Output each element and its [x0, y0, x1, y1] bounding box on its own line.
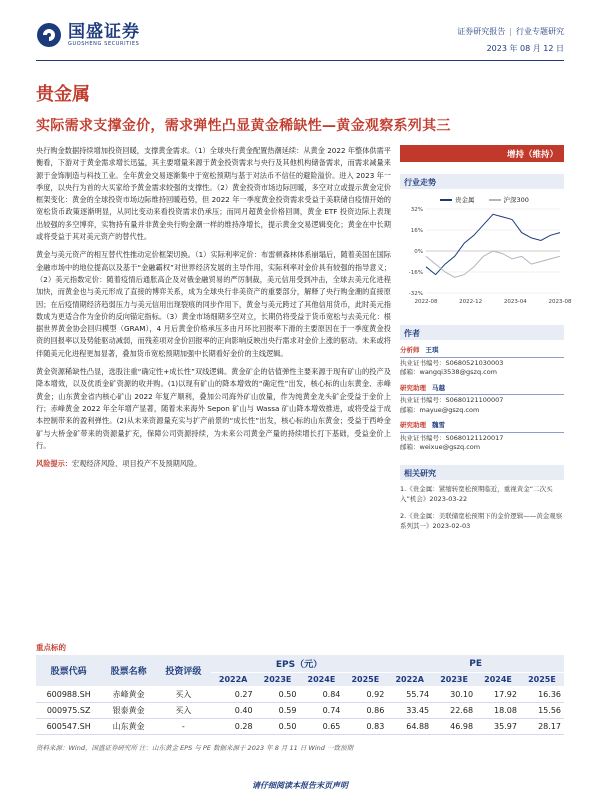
analysts-section-title: 作者 — [400, 325, 564, 340]
stock-code: 600547.SH — [36, 719, 101, 735]
pe-cell: 15.56 — [520, 703, 564, 719]
pe-cell: 16.36 — [520, 687, 564, 703]
analyst-entry — [400, 346, 564, 378]
table-row — [36, 687, 564, 703]
analyst-email: 邮箱：mayue@gszq.com — [400, 405, 480, 414]
rating-badge: 增持（维持） — [400, 145, 564, 162]
analyst-role: 分析师 — [400, 346, 420, 354]
stock-code: 600988.SH — [36, 687, 101, 703]
x-tick-label: 2022-12 — [459, 299, 483, 305]
x-tick-label: 2023-08 — [548, 299, 572, 305]
risk-label: 风险提示： — [36, 459, 72, 469]
eps-cell: 0.50 — [256, 687, 300, 703]
pe-cell: 28.17 — [520, 719, 564, 735]
analyst-cert: 执业证书编号：S0680521030003 — [400, 358, 504, 367]
summary-paragraph: 黄金资源稀缺性凸显，选股注重“确定性+成长性”双线逻辑。黄金矿企的估值弹性主要来源于现有矿山的投产及降本增效，以及优质金矿资源的收并购。(1)以现有矿山的降本增效的“确定性”出发，核心标的山东黄金、赤峰黄金；山东黄金省内核心矿山 2022 年复产顺利，叠加公司海外矿山放量，作为纯黄金龙头矿企受益于金价上行；赤峰黄金 2022 年全年增产显著，随着未来海外 Sepon 矿山与 Wassa 矿山降本增效推进，或将受益于成本控制带来的盈利弹性。(2)从未来资源量充实与扩产前景的“成长性”出发，核心标的山东黄金；受益于西岭金矿与大桥金矿带来的资源量扩充，保障公司资源持续，为未来公司黄金产量的持续增长打下基础，受益金价上行。 — [36, 367, 391, 450]
stock-code: 000975.SZ — [36, 703, 101, 719]
stock-name: 赤峰黄金 — [101, 687, 156, 703]
legend-swatch — [440, 199, 452, 201]
y-tick-label: 0% — [414, 249, 423, 255]
eps-cell: 0.92 — [343, 687, 387, 703]
logo-icon — [36, 22, 62, 48]
analyst-list — [400, 346, 564, 453]
analyst-cert: 执业证书编号：S0680121100007 — [400, 396, 504, 404]
y-tick-label: 16% — [410, 228, 423, 234]
chart-legend — [440, 195, 529, 204]
pe-cell: 64.88 — [387, 719, 432, 735]
related-research-link[interactable]: 1.《贵金属：紧缩转宽松预期临近，重视黄金“二次买入”机会》2023-03-22 — [400, 484, 553, 503]
table-row — [36, 719, 564, 735]
stock-name: 山东黄金 — [101, 719, 156, 735]
col-header-code: 股票代码 — [36, 655, 101, 687]
col-header-eps: EPS（元） — [211, 655, 388, 673]
col-header-year: 2024E — [299, 673, 343, 687]
col-header-year: 2023E — [256, 673, 300, 687]
pe-cell: 18.08 — [476, 703, 520, 719]
pe-cell: 22.68 — [432, 703, 476, 719]
analyst-name: 王琪 — [425, 346, 439, 354]
eps-cell: 0.59 — [256, 703, 300, 719]
trend-chart — [400, 195, 572, 313]
report-type: 证券研究报告 — [457, 27, 506, 36]
legend-item — [489, 195, 529, 204]
logo-name-cn: 国盛证券 — [68, 21, 140, 42]
col-header-name: 股票名称 — [101, 655, 156, 687]
pe-cell: 46.98 — [432, 719, 476, 735]
company-logo — [36, 22, 140, 48]
eps-cell: 0.50 — [256, 719, 300, 735]
legend-label: 贵金属 — [455, 196, 475, 204]
col-header-year: 2022A — [387, 673, 432, 687]
eps-cell: 0.40 — [211, 703, 256, 719]
trend-section-title: 行业走势 — [400, 174, 564, 189]
pe-cell: 30.10 — [432, 687, 476, 703]
industry-category: 贵金属 — [36, 84, 90, 105]
risk-warning — [36, 458, 391, 470]
analyst-role: 研究助理 — [400, 383, 426, 392]
legend-item — [440, 195, 475, 204]
series-line — [426, 214, 560, 274]
pe-cell: 17.92 — [476, 687, 520, 703]
risk-text: 宏观经济风险、项目投产不及预期风险。 — [71, 459, 202, 469]
analyst-email: 邮箱：weixue@gszq.com — [400, 443, 481, 451]
legend-label: 沪深300 — [503, 196, 529, 204]
related-research-list — [400, 484, 564, 532]
eps-cell: 0.86 — [343, 703, 387, 719]
summary-paragraph: 央行购金数据持续增加投资回暖，支撑黄金需求。（1）全球央行黄金配置热潮延续：从黄金 2022 年整体供需平衡看，下游对于黄金需求增长迅猛，其主要增量来源于黄金投资需求与央行及其他机构储备需求，而需求减量来源于金饰制造与科技工业。全年黄金交易逐渐集中于宽松预期与基于对法币不信任的避险溢价。进入 2023 年一季度，以央行为首的大买家给予黄金需求较强的支撑性。（2）黄金投资市场边际回暖，多空对立或提示黄金定价框架变化：黄金的全球投资市场边际维持回暖趋势，但 2022 年一季度黄金投资需求受益于美联储自疫情开始的宽松货币政策逐渐明显，从同比变动来看投资需求仍承压；而同月超黄金价格回调，黄金 ETF 投资边际上表现出较强的多空博弈，实物持有量并非黄金央行购金潮一样的维持净增长，提示黄金交易逻辑变化；黄金在中长期或将受益于其对美元资产的替代性。 — [36, 146, 391, 242]
analyst-entry — [400, 421, 564, 453]
pe-cell: 33.45 — [387, 703, 432, 719]
report-subtype: 行业专题研究 — [516, 27, 564, 36]
stock-name: 银泰黄金 — [101, 703, 156, 719]
analyst-cert: 执业证书编号：S0680121120017 — [400, 433, 504, 442]
analyst-email: 邮箱：wangqi3538@gszq.com — [400, 368, 498, 376]
col-header-year: 2025E — [343, 673, 387, 687]
eps-cell: 0.83 — [343, 719, 387, 735]
related-section-title: 相关研究 — [400, 465, 564, 480]
table-row — [36, 703, 564, 719]
col-header-year: 2023E — [432, 673, 476, 687]
eps-cell: 0.65 — [299, 719, 343, 735]
stock-rating: - — [156, 719, 211, 735]
analyst-role: 研究助理 — [400, 421, 426, 429]
col-header-rating: 投资评级 — [156, 655, 211, 687]
x-tick-label: 2023-04 — [503, 299, 527, 305]
pe-cell: 35.97 — [476, 719, 520, 735]
related-research-link[interactable]: 2.《贵金属：美联储宽松预期下的金价逻辑——黄金观察系列其一》2023-02-03 — [400, 511, 563, 530]
y-tick-label: -16% — [408, 270, 423, 276]
col-header-year: 2025E — [520, 673, 564, 687]
pe-cell: 55.74 — [387, 687, 432, 703]
analyst-name: 马越 — [432, 383, 445, 392]
y-tick-label: 32% — [410, 207, 423, 213]
eps-cell: 0.84 — [299, 687, 343, 703]
summary-paragraph: 黄金与美元资产的相互替代性推动定价框架切换。（1）实际利率定价：布雷顿森林体系崩塌后，随着美国在国际金融市场中的地位提高以及基于“金融霸权”对世界经济发展的主导作用，实际利率对金价具有较强的指导意义；（2）美元指数定价：随着疫情后通胀高企及对俄金融贸易的严厉制裁，美元信用受到冲击，全球去美元化进程加快，而黄金也与美元形成了直接的博弈关系，成为全球央行非美资产的重要部分，解释了央行购金潮的直接原因；在后疫情期经济趋弱压力与美元信用出现裂痕的同步作用下，黄金与美元跨过了其他信用货币，此时美元指数成为更适合作为金价的反向锚定指标。（3）黄金市场细期多空对立，长期仍将受益于货币宽松与去美元化：根据世界黄金协会回归模型（GRAM），4 月后黄金价格承压多由月环比回报率下滑的主要原因在于一季度黄金投资的回报率以及势能驱动减弱，而残差项对金价回报率的正向影响反映出央行需求对金价上涨的驱动。未来或将伴随美元化进程更加显著，叠加货币宽松预期加强中长期看好金价的主线逻辑。 — [36, 250, 391, 358]
eps-cell: 0.27 — [211, 687, 256, 703]
eps-cell: 0.74 — [299, 703, 343, 719]
key-stocks-table — [36, 655, 564, 735]
eps-cell: 0.28 — [211, 719, 256, 735]
legend-swatch — [489, 199, 501, 201]
key-stocks-title: 重点标的 — [36, 643, 66, 652]
analyst-name: 魏雪 — [432, 421, 445, 429]
sidebar — [400, 145, 572, 538]
analyst-entry — [400, 384, 564, 416]
x-tick-label: 2022-08 — [414, 299, 438, 305]
report-meta: 证券研究报告 | 行业专题研究 2023 年 08 月 12 日 — [457, 27, 564, 53]
stock-rating: 买入 — [156, 687, 211, 703]
data-source-note: 资料来源：Wind，国盛证券研究所 注：山东黄金 EPS 与 PE 数据来源于 2023 年 8 月 11 日 Wind 一致预期 — [36, 744, 353, 752]
logo-name-en: GUOSHENG SECURITIES — [68, 40, 140, 47]
series-line — [426, 251, 560, 277]
trend-chart-svg — [400, 195, 572, 313]
col-header-pe: PE — [387, 655, 564, 673]
col-header-year: 2024E — [476, 673, 520, 687]
header-divider — [36, 60, 564, 61]
y-tick-label: -32% — [408, 291, 423, 297]
summary-column — [36, 145, 391, 470]
report-date: 2023 年 08 月 12 日 — [486, 44, 564, 53]
col-header-year: 2022A — [211, 673, 256, 687]
footer-disclaimer: 请仔细阅读本报告末页声明 — [252, 781, 348, 790]
stock-rating: 买入 — [156, 703, 211, 719]
report-title: 实际需求支撑金价，需求弹性凸显黄金稀缺性—黄金观察系列其三 — [36, 118, 451, 134]
